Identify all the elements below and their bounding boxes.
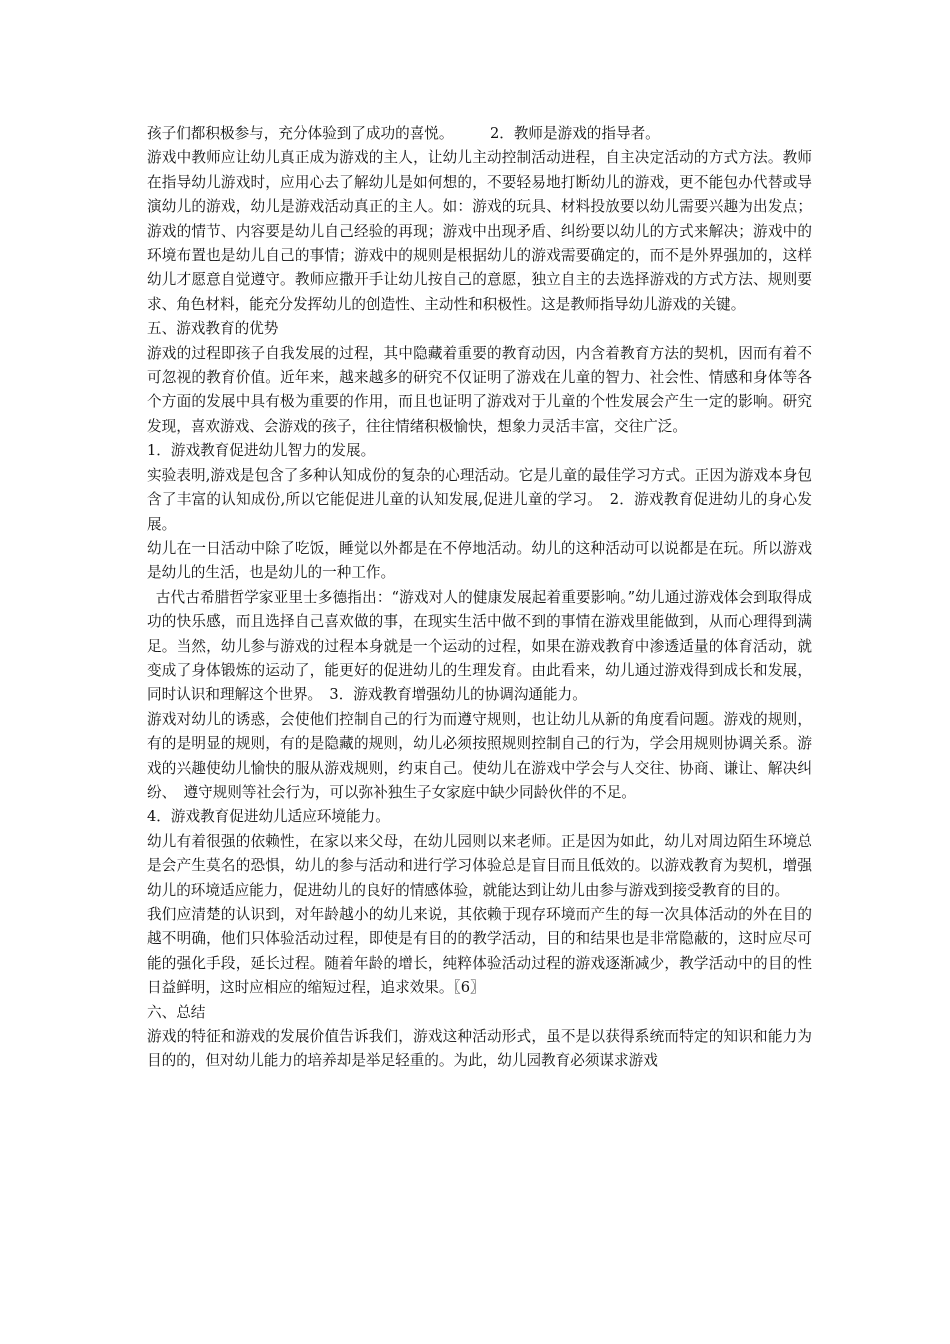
paragraph-daily-activity: 幼儿在一日活动中除了吃饭，睡觉以外都是在不停地活动。幼儿的这种活动可以说都是在玩。所以游戏是幼儿的生活，也是幼儿的一种工作。 [147, 539, 812, 582]
paragraph-advantages-intro: 游戏的过程即孩子自我发展的过程，其中隐藏着重要的教育动因，内含着教育方法的契机，因而有着不可忽视的教育价值。近年来，越来越多的研究不仅证明了游戏在儿童的智力、社会性、情感和身体等各个方面的发展中具有极为重要的作用，而且也证明了游戏对于儿童的个性发展会产生一定的影响。研究发现，喜欢游戏、会游戏的孩子，往往情绪积极愉快，想象力灵活丰富，交往广泛。 [147, 344, 812, 435]
paragraph-intelligence: 实验表明,游戏是包含了多种认知成份的复杂的心理活动。它是儿童的最佳学习方式。正因为游戏本身包含了丰富的认知成份,所以它能促进儿童的认知发展,促进儿童的学习。 2．游戏教育促进幼儿的身心发展。 [147, 466, 812, 533]
paragraph-teacher-guidance: 游戏中教师应让幼儿真正成为游戏的主人，让幼儿主动控制活动进程，自主决定活动的方式方法。教师在指导幼儿游戏时，应用心去了解幼儿是如何想的，不要轻易地打断幼儿的游戏，更不能包办代替或导演幼儿的游戏，幼儿是游戏活动真正的主人。如：游戏的玩具、材料投放要以幼儿需要兴趣为出发点；游戏的情节、内容要是幼儿自己经验的再现；游戏中出现矛盾、纠纷要以幼儿的方式来解决；游戏中的环境布置也是幼儿自己的事情；游戏中的规则是根据幼儿的游戏需要确定的，而不是外界强加的，这样幼儿才愿意自觉遵守。教师应撒开手让幼儿按自己的意愿，独立自主的去选择游戏的方式方法、规则要求、角色材料，能充分发挥幼儿的创造性、主动性和积极性。这是教师指导幼儿游戏的关键。 [147, 149, 812, 313]
paragraph-awareness: 我们应清楚的认识到，对年龄越小的幼儿来说，其依赖于现存环境而产生的每一次具体活动的外在目的越不明确，他们只体验活动过程，即使是有目的的教学活动，目的和结果也是非常隐蔽的，这时应尽可能的强化手段，延长过程。随着年龄的增长，纯粹体验活动过程的游戏逐渐减少，教学活动中的目的性日益鲜明，这时应相应的缩短过程，追求效果。〖6〗 [147, 906, 812, 997]
section-heading-advantages: 五、游戏教育的优势 [147, 320, 279, 338]
section-heading-summary: 六、总结 [147, 1003, 206, 1021]
document-body [147, 122, 812, 1074]
subheading-intelligence: 1．游戏教育促进幼儿智力的发展。 [147, 442, 376, 460]
paragraph-rules: 游戏对幼儿的诱惑，会使他们控制自己的行为而遵守规则，也让幼儿从新的角度看问题。游戏的规则，有的是明显的规则，有的是隐藏的规则，幼儿必须按照规则控制自己的行为，学会用规则协调关系。游戏的兴趣使幼儿愉快的服从游戏规则，约束自己。使幼儿在游戏中学会与人交往、协商、谦让、解决纠纷、 遵守规则等社会行为，可以弥补独生子女家庭中缺少同龄伙伴的不足。 [147, 710, 812, 801]
subheading-environment: 4．游戏教育促进幼儿适应环境能力。 [147, 808, 390, 826]
paragraph-summary: 游戏的特征和游戏的发展价值告诉我们，游戏这种活动形式，虽不是以获得系统而特定的知识和能力为目的的，但对幼儿能力的培养却是举足轻重的。为此，幼儿园教育必须谋求游戏 [147, 1028, 812, 1070]
paragraph-aristotle: 古代古希腊哲学家亚里士多德指出：“游戏对人的健康发展起着重要影响。”幼儿通过游戏体会到取得成功的快乐感，而且选择自己喜欢做的事，在现实生活中做不到的事情在游戏里能做到，从而心理得到满足。当然，幼儿参与游戏的过程本身就是一个运动的过程，如果在游戏教育中渗透适量的体育活动，就变成了身体锻炼的运动了，能更好的促进幼儿的生理发育。由此看来，幼儿通过游戏得到成长和发展，同时认识和理解这个世界。 3．游戏教育增强幼儿的协调沟通能力。 [147, 588, 812, 704]
paragraph-continuation: 孩子们都积极参与，充分体验到了成功的喜悦。 2．教师是游戏的指导者。 [147, 125, 660, 142]
paragraph-dependence: 幼儿有着很强的依赖性，在家以来父母，在幼儿园则以来老师。正是因为如此，幼儿对周边陌生环境总是会产生莫名的恐惧，幼儿的参与活动和进行学习体验总是盲目而且低效的。以游戏教育为契机，增强幼儿的环境适应能力，促进幼儿的良好的情感体验，就能达到让幼儿由参与游戏到接受教育的目的。 [147, 832, 812, 899]
